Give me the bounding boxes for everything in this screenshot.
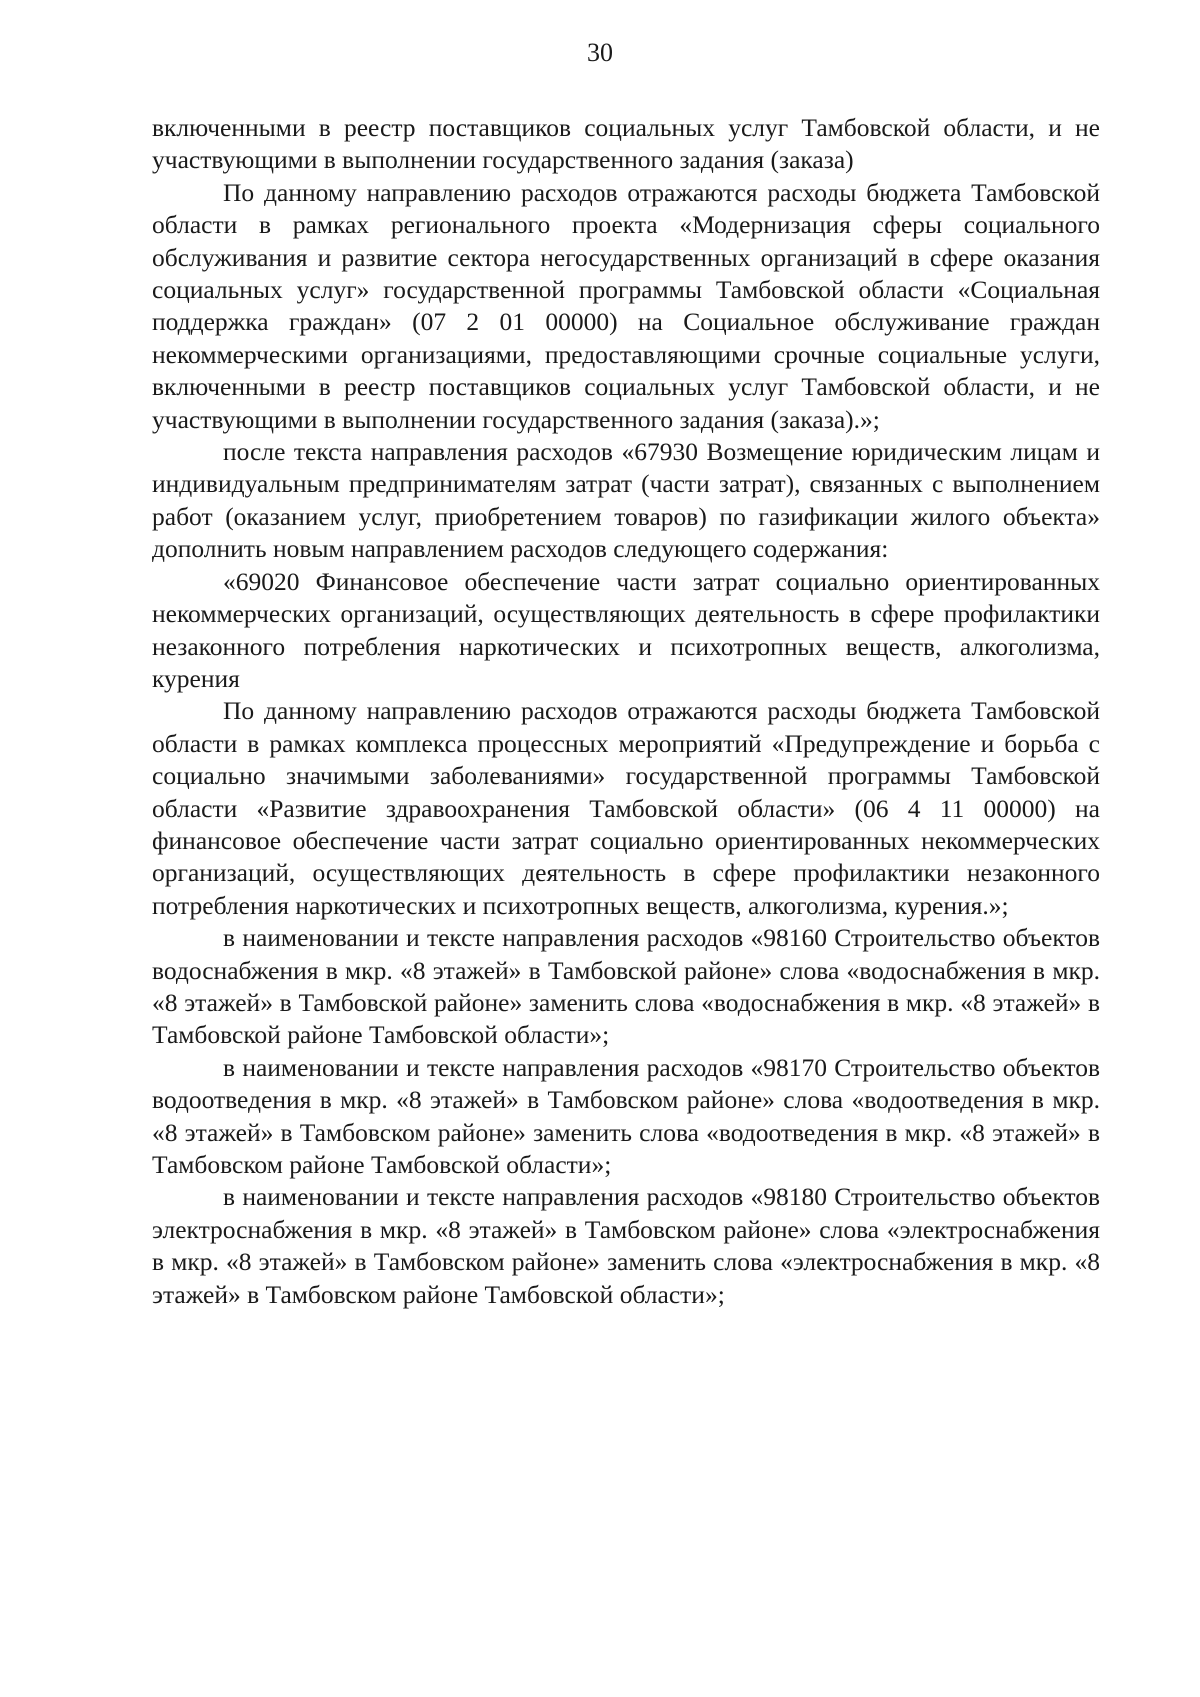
paragraph: включенными в реестр поставщиков социальных услуг Тамбовской области, и не участвующими в выполнении государственного задания (заказа)	[152, 113, 1100, 175]
paragraph: По данному направлению расходов отражаются расходы бюджета Тамбовской области в рамках регионального проекта «Модернизация сферы социального обслуживания и развитие сектора негосударственных организаций в сфере оказания социальных услуг» государственной программы Тамбовской области «Социальная поддержка граждан» (07 2 01 00000) на Социальное обслуживание граждан некоммерческими организациями, предоставляющими срочные социальные услуги, включенными в реестр поставщиков социальных услуг Тамбовской области, и не участвующими в выполнении государственного задания (заказа).»;	[152, 177, 1100, 434]
paragraph: «69020 Финансовое обеспечение части затрат социально ориентированных некоммерческих организаций, осуществляющих деятельность в сфере профилактики незаконного потребления наркотических и психотропных веществ, алкоголизма, курения	[152, 566, 1100, 693]
paragraph: после текста направления расходов «67930 Возмещение юридическим лицам и индивидуальным предпринимателям затрат (части затрат), связанных с выполнением работ (оказанием услуг, приобретением товаров) по газификации жилого объекта» дополнить новым направлением расходов следующего содержания:	[152, 437, 1100, 564]
paragraph: в наименовании и тексте направления расходов «98180 Строительство объектов электроснабжения в мкр. «8 этажей» в Тамбовском районе» слова «электроснабжения в мкр. «8 этажей» в Тамбовском районе» заменить слова «электроснабжения в мкр. «8 этажей» в Тамбовском районе Тамбовской области»;	[152, 1182, 1100, 1309]
paragraph: в наименовании и тексте направления расходов «98160 Строительство объектов водоснабжения в мкр. «8 этажей» в Тамбовской районе» слова «водоснабжения в мкр. «8 этажей» в Тамбовской районе» заменить слова «водоснабжения в мкр. «8 этажей» в Тамбовской районе Тамбовской области»;	[152, 923, 1100, 1050]
paragraph: в наименовании и тексте направления расходов «98170 Строительство объектов водоотведения в мкр. «8 этажей» в Тамбовском районе» слова «водоотведения в мкр. «8 этажей» в Тамбовском районе» заменить слова «водоотведения в мкр. «8 этажей» в Тамбовском районе Тамбовской области»;	[152, 1052, 1100, 1179]
paragraph: По данному направлению расходов отражаются расходы бюджета Тамбовской области в рамках комплекса процессных мероприятий «Предупреждение и борьба с социально значимыми заболеваниями» государственной программы Тамбовской области «Развитие здравоохранения Тамбовской области» (06 4 11 00000) на финансовое обеспечение части затрат социально ориентированных некоммерческих организаций, осуществляющих деятельность в сфере профилактики незаконного потребления наркотических и психотропных веществ, алкоголизма, курения.»;	[152, 696, 1100, 920]
document-body	[152, 112, 1100, 1311]
page-number: 30	[587, 38, 613, 67]
